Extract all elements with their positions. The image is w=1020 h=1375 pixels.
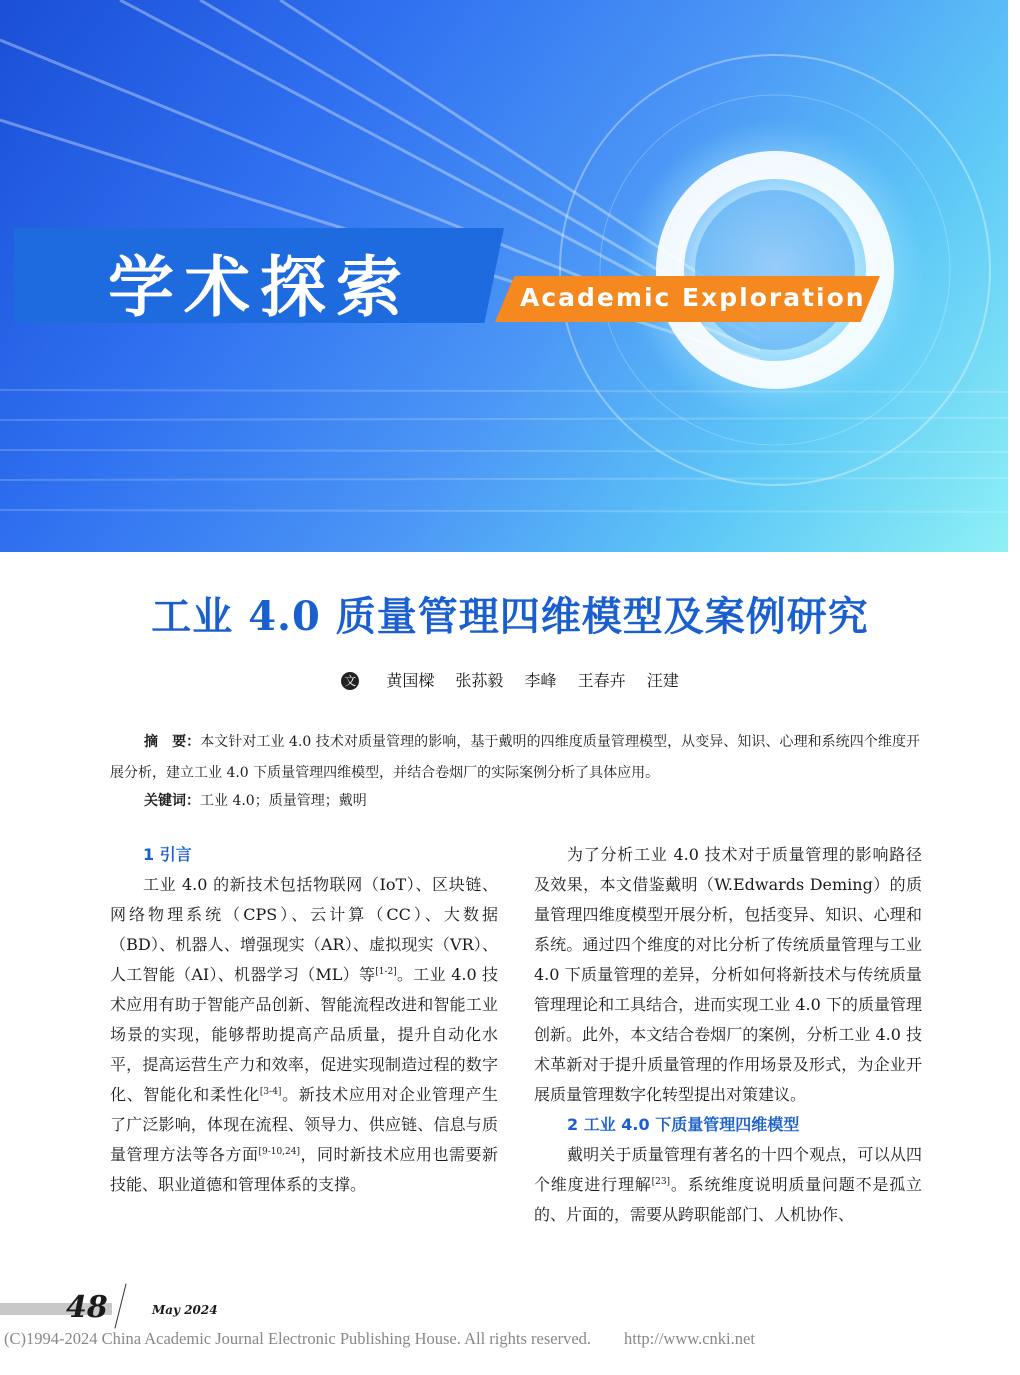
article-title: 工业 4.0 质量管理四维模型及案例研究 [151, 593, 869, 640]
right-column [534, 840, 922, 1230]
author: 李峰 [524, 671, 557, 690]
abstract-text: 本文针对工业 4.0 技术对质量管理的影响，基于戴明的四维度质量管理模型，从变异、知识、心理和系统四个维度开展分析，建立工业 4.0 下质量管理四维模型，并结合卷烟厂的实际案例分析了具体应用。 [110, 734, 920, 781]
byline-mark-icon: 文 [341, 672, 359, 690]
byline [0, 668, 1020, 691]
citation: [9-10,24] [258, 1147, 301, 1157]
section-title-cn: 学术探索 [108, 249, 412, 326]
abstract [110, 727, 920, 789]
section-title-en: Academic Exploration [520, 283, 866, 312]
keywords-label: 关键词： [144, 793, 200, 809]
page-number: 48 [66, 1290, 108, 1325]
citation: [23] [651, 1177, 671, 1187]
author: 黄国樑 [386, 671, 435, 690]
section-heading: 1 引言 [143, 845, 192, 864]
keywords-text: 工业 4.0；质量管理；戴明 [200, 793, 367, 809]
issue-date: May 2024 [152, 1303, 218, 1317]
citation: [1-2] [375, 967, 397, 977]
author: 汪建 [646, 671, 679, 690]
author: 张荪毅 [455, 671, 504, 690]
author: 王春卉 [577, 671, 626, 690]
citation: [3-4] [259, 1087, 282, 1097]
keywords [144, 790, 367, 810]
body-paragraph: 工业 4.0 的新技术包括物联网（IoT）、区块链、网络物理系统（CPS）、云计算（CC）、大数据（BD）、机器人、增强现实（AR）、虚拟现实（VR）、人工智能（AI）、机器学习（ML）等[1-2]。工业 4.0 技术应用有助于智能产品创新、智能流程改进和智能工业场景的实现，能够帮助提高产品质量，提升自动化水平，提高运营生产力和效率，促进实现制造过程的数字化、智能化和柔性化[3-4]。新技术应用对企业管理产生了广泛影响，体现在流程、领导力、供应链、信息与质量管理方法等各方面[9-10,24]，同时新技术应用也需要新技能、职业道德和管理体系的支撑。 [110, 875, 498, 1194]
body-paragraph: 戴明关于质量管理有著名的十四个观点，可以从四个维度进行理解[23]。系统维度说明质量问题不是孤立的、片面的，需要从跨职能部门、人机协作、 [534, 1145, 922, 1224]
header-banner [0, 0, 1008, 552]
left-column [110, 840, 498, 1200]
body-paragraph: 为了分析工业 4.0 技术对于质量管理的影响路径及效果，本文借鉴戴明（W.Edwards Deming）的质量管理四维度模型开展分析，包括变异、知识、心理和系统。通过四个维度的对比分析了传统质量管理与工业 4.0 下质量管理的差异，分析如何将新技术与传统质量管理理论和工具结合，进而实现工业 4.0 下的质量管理创新。此外，本文结合卷烟厂的案例，分析工业 4.0 技术革新对于提升质量管理的作用场景及形式，为企业开展质量管理数字化转型提出对策建议。 [534, 845, 922, 1104]
copyright-notice: (C)1994-2024 China Academic Journal Electronic Publishing House. All rights reserved. http://www.cnki.net [4, 1329, 755, 1348]
abstract-label: 摘 要： [144, 734, 201, 750]
footer-divider [114, 1284, 126, 1329]
section-heading: 2 工业 4.0 下质量管理四维模型 [567, 1115, 800, 1134]
